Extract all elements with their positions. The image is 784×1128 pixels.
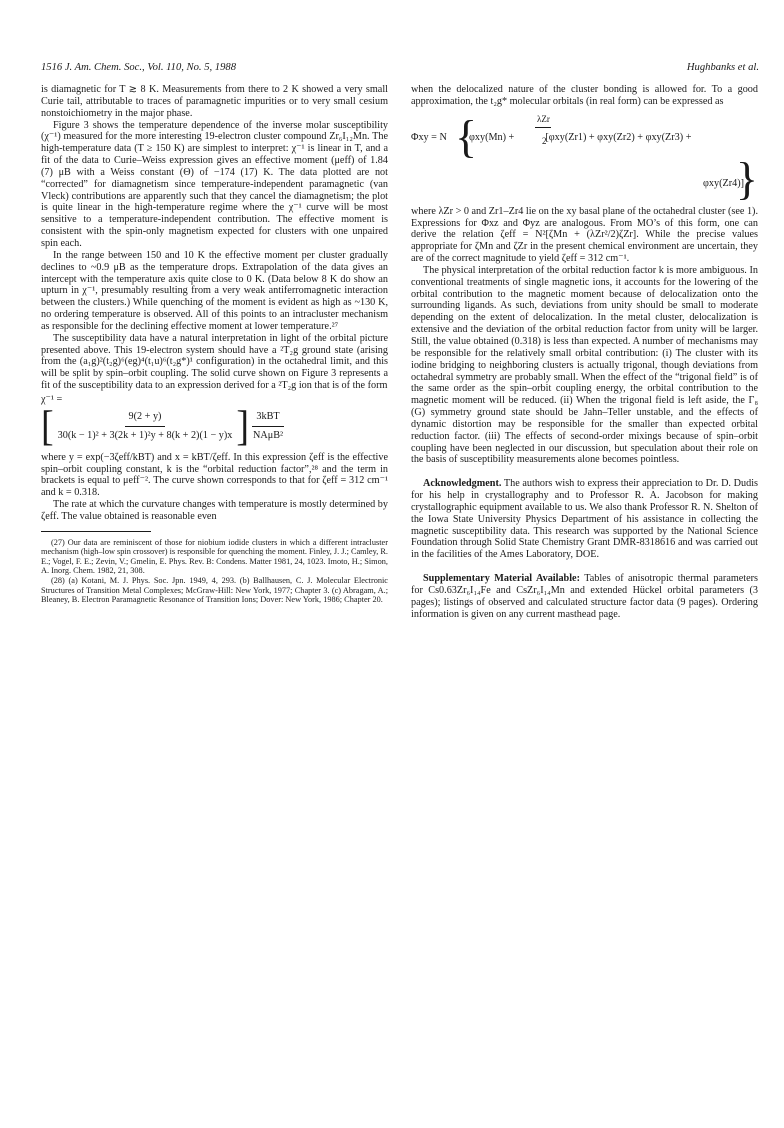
lambda-numerator: λZr — [537, 113, 550, 124]
supplementary-material — [411, 573, 758, 620]
footnote-27: (27) Our data are reminiscent of those for niobium iodide clusters in which a different intracluster mechanism (high–low spin crossover) is responsible for quenching the moment. Finley, J. J.; Camley, R. E.; Vogel, F. E.; Zevin, V.; Gmelin, E. Phys. Rev. B: Condens. Matter 1981, 24, 1023. Imoto, H.; Simon, A. Inorg. Chem. 1982, 21, 308. — [41, 537, 388, 576]
footnote-28: (28) (a) Kotani, M. J. Phys. Soc. Jpn. 1949, 4, 293. (b) Ballhausen, C. J. Molecular Electronic Structures of Transition Metal Complexes; McGraw-Hill: New York, 1977; Chapter 3. (c) Abragam, A.; Bleaney, B. Electron Paramagnetic Resonance of Transition Ions; Dover: New York, 1986; Chapter 20. — [41, 576, 388, 605]
bracket-fraction — [54, 411, 237, 442]
author-running-head: Hughbanks et al. — [686, 62, 759, 73]
paragraph: where y = exp(−3ζeff/kBT) and x = kBT/ζeff. In this expression ζeff is the effective spin–orbit coupling constant, k is the “orbital reduction factor”,²⁸ and the term in brackets is equal to μeff⁻². The curve shown corresponds to that for ζeff = 312 cm⁻¹ and k = 0.318. — [41, 451, 388, 499]
prefactor-denominator: NAμB² — [253, 430, 284, 442]
paragraph: The susceptibility data have a natural interpretation in light of the orbital picture presented above. This 19-electron system should have a ²T₂g ground state (arising from the (a₁g)²(t₂g)⁶(eg)⁴(t₁u)⁶(t₂g*)¹ configuration) in the octahedral limit, and this will be split by spin–orbit coupling. The solid curve shown on Figure 3 represents a fit of the susceptibility data to an expression derived for a ²T₂g ion that is of the form — [41, 332, 388, 392]
paragraph: where λZr > 0 and Zr1–Zr4 lie on the xy basal plane of the octahedral cluster (see 1). Expressions for Φxz and Φyz are analogous. From MO’s of this form, one can derive the relation ζeff = N²[ζMn + (λZr²/2)ζZr]. While the precise values appropriate for ζMn and ζZr in the present chemical environment are uncertain, they are of the correct magnitude to yield ζeff = 312 cm⁻¹. — [411, 205, 758, 265]
right-column — [411, 84, 758, 621]
equation-line-2: φxy(Zr4)] — [703, 177, 744, 189]
supplementary-body: Tables of anisotropic thermal parameters for Cs0.63Zr₆I₁₄Fe and CsZr₆I₁₄Mn and extended Hückel orbital parameters (3 pages); listings of observed and calculated structure factor data (9 pages). Ordering information is given on any current masthead page. — [411, 573, 758, 620]
paragraph: is diamagnetic for T ≳ 8 K. Measurements from there to 2 K showed a very small Curie tail, attributable to traces of paramagnetic impurities or to very small cesium nonstoichiometry in the major phase. — [41, 84, 388, 119]
right-bracket: ] — [236, 403, 250, 450]
lambda-denominator: 2 — [542, 135, 547, 146]
journal-citation: 1516 J. Am. Chem. Soc., Vol. 110, No. 5, 1988 — [41, 62, 236, 73]
supplementary-heading: Supplementary Material Available: — [423, 573, 580, 585]
paragraph: Figure 3 shows the temperature dependence of the inverse molar susceptibility (χ⁻¹) measured for the more interesting 19-electron cluster compound Zr₆I₁₂Mn. The high-temperature data (T ≥ 150 K) are simplest to interpret: χ⁻¹ is linear in T, and a fit of the data to Curie–Weiss expression gives an effective moment (μeff) of 1.84 (7) μB with a Weiss constant (Θ) of −174 (17) K. The data plotted are not “corrected” for diamagnetism since temperature-independent paramagnetic (van Vleck) contributions are apparently such that they cancel the diamagnetism; the plot is quite linear in the high-temperature regime where the χ⁻¹ curve will be most sensitive to a temperature-independent contribution. The effective moment is consistent with the spin-only magnetism expected for clusters with one unpaired spin each. — [41, 119, 388, 249]
fraction-numerator: 9(2 + y) — [125, 411, 166, 427]
footnote-divider — [41, 531, 151, 532]
orbital-equation — [411, 110, 758, 204]
equation-lhs: Φxy = N — [411, 131, 447, 143]
acknowledgment-heading: Acknowledgment. — [423, 478, 502, 490]
equation-line-1 — [469, 132, 691, 144]
prefactor-numerator: 3kBT — [252, 411, 283, 427]
equation-label: χ⁻¹ = — [41, 393, 63, 405]
acknowledgment — [411, 478, 758, 561]
left-bracket: [ — [41, 403, 54, 450]
paragraph: The rate at which the curvature changes with temperature is mostly determined by ζeff. The value obtained is reasonable even — [41, 499, 388, 522]
prefactor-fraction — [249, 411, 287, 442]
left-brace: { — [455, 110, 478, 162]
zr-terms: [φxy(Zr1) + φxy(Zr2) + φxy(Zr3) + — [545, 131, 692, 143]
paragraph: when the delocalized nature of the cluster bonding is allowed for. To a good approximation, the t₂g* molecular orbitals (in real form) can be expressed as — [411, 84, 758, 107]
running-header — [41, 62, 759, 76]
left-column — [41, 84, 388, 606]
lambda-fraction-bar — [535, 127, 551, 128]
right-brace: } — [735, 152, 758, 204]
paragraph: The physical interpretation of the orbital reduction factor k is more ambiguous. In conventional treatments of single magnetic ions, it accounts for the lowering of the orbital contribution to the magnetic moment because of delocalization onto the surrounding ligands. As such, deviations from unity should be small to moderate depending on the extent of delocalization. In the metal cluster, delocalization is extensive and the deviation of the orbital reduction factor from unity will be larger. Still, the value obtained (0.318) is less than expected. A number of mechanisms may be responsible for the relatively small orbital contribution: (i) The cluster with its iodine bridging to neighboring clusters is actually trigonal, though deviations from octahedral symmetry are probably small. When the effect of the “trigonal field” is of the same order as the spin–orbit coupling energy, the orbital contribution to the magnetic moment will be reduced. (ii) When the trigonal field is left aside, the Γ₈ (G) symmetry ground state should be Jahn–Teller unstable, and the effects of dynamic distortion may be responsible for the smaller than expected orbital reduction factor. (iii) The effects of second-order mixings because of spin–orbit coupling have been neglected in our discussion, but speculation about their role on the basis of susceptibility measurements alone becomes pointless. — [411, 264, 758, 466]
susceptibility-equation — [41, 403, 388, 450]
footnotes — [41, 538, 388, 605]
paragraph: In the range between 150 and 10 K the effective moment per cluster gradually declines to ~0.9 μB as the temperature drops. Extrapolation of the data gives an intercept with the temperature axis quite close to 0 K. (Data below 8 K do show an upturn in χ⁻¹, presumably resulting from a very weak antiferromagnetic interaction between the clusters.) While quenching of the moment is evident as high as ~130 K, no ordering temperature is observed. All of this points to an intracluster mechanism as responsible for the declining effective moment at lower temperature.²⁷ — [41, 249, 388, 332]
acknowledgment-body: The authors wish to express their appreciation to Dr. D. Dudis for his help in crystallography and to Professor R. A. Jacobson for making crystallographic equipment available to us. We also thank Professor R. N. Shelton of the Iowa State University Physics Department of his assistance in collecting the magnetic susceptibility data. This research was supported by the National Science Foundation through Solid State Chemistry Grant DMR-8318616 and was carried out in the facilities of the Ames Laboratory, DOE. — [411, 478, 758, 561]
mn-term: φxy(Mn) + — [469, 131, 515, 143]
fraction-denominator: 30(k − 1)² + 3(2k + 1)²y + 8(k + 2)(1 − y)x — [57, 430, 233, 442]
